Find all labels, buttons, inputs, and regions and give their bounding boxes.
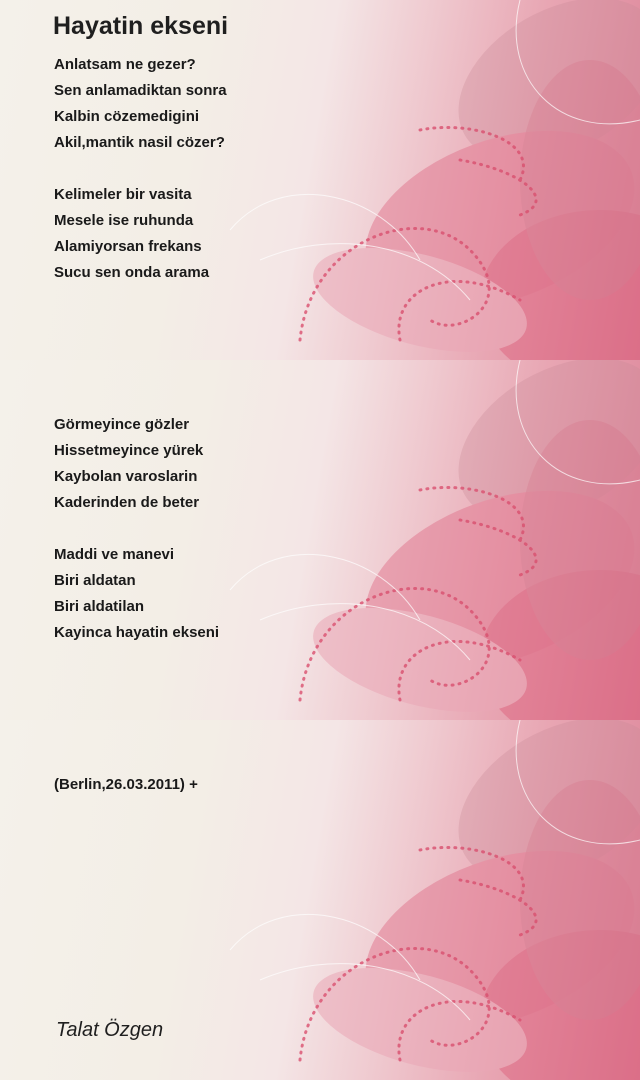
poem-line: Biri aldatilan bbox=[54, 598, 145, 615]
poem-line: Kaybolan varoslarin bbox=[54, 468, 198, 485]
poem-line: Sen anlamadiktan sonra bbox=[54, 82, 227, 99]
poem-line: Görmeyince gözler bbox=[54, 416, 190, 433]
poem-title: Hayatin ekseni bbox=[53, 12, 229, 40]
poem-line: Alamiyorsan frekans bbox=[54, 238, 202, 255]
poem-line: Kayinca hayatin ekseni bbox=[54, 624, 220, 641]
poem-stanza bbox=[54, 412, 203, 516]
poem-line: Anlatsam ne gezer? bbox=[54, 56, 196, 73]
poem-line: Kaderinden de beter bbox=[54, 494, 200, 511]
poem-line: Kelimeler bir vasita bbox=[54, 186, 192, 203]
poem-line: Maddi ve manevi bbox=[54, 546, 175, 563]
poem-stanza bbox=[54, 182, 209, 286]
poem-line: Hissetmeyince yürek bbox=[54, 442, 204, 459]
poem-line: Kalbin cözemedigini bbox=[54, 108, 200, 125]
poem-stanza bbox=[54, 542, 219, 646]
poem-line: Sucu sen onda arama bbox=[54, 264, 210, 281]
poem-line: Biri aldatan bbox=[54, 572, 136, 589]
poem-author: Talat Özgen bbox=[56, 1019, 164, 1041]
poem-line: Mesele ise ruhunda bbox=[54, 212, 194, 229]
poem-date-location: (Berlin,26.03.2011) + bbox=[54, 776, 198, 793]
poem-stanza bbox=[54, 52, 227, 156]
poem-line: Akil,mantik nasil cözer? bbox=[54, 134, 225, 151]
